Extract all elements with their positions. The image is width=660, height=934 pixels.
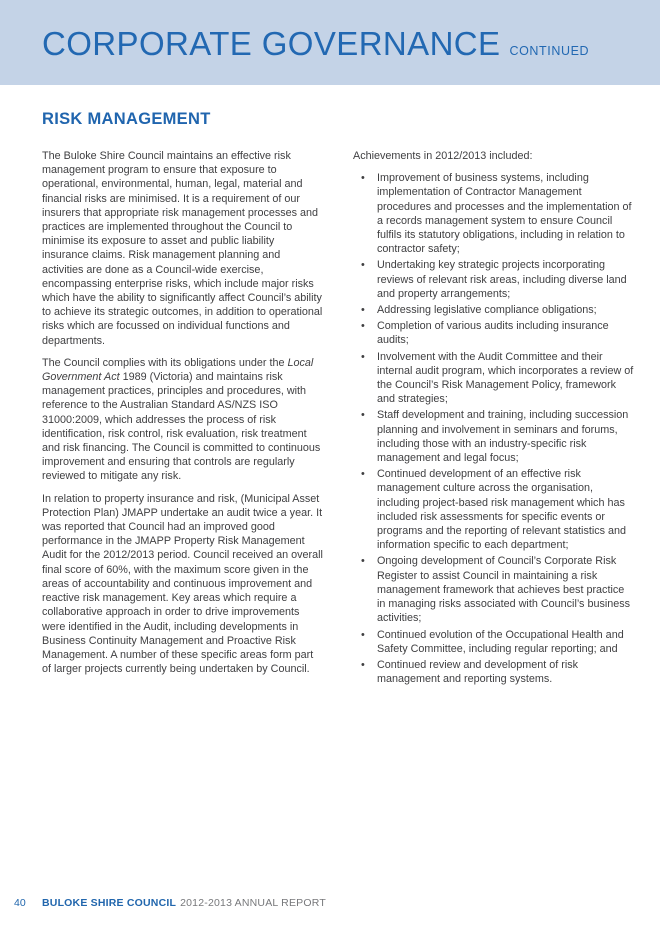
list-item-text: Staff development and training, including succession planning and involvement in seminars and forums, including those with an industry-specific risk management and legal focus; [377, 409, 629, 465]
bullet-icon: • [361, 259, 365, 272]
list-item-text: Undertaking key strategic projects incorporating reviews of relevant risk areas, including diverse land and property arrangements; [377, 259, 627, 300]
footer-text [42, 897, 326, 910]
page-number: 40 [14, 897, 26, 909]
list-item-text: Continued development of an effective risk management culture across the organisation, including project-based risk management which has included risk assessments for specific events or programs and the reporting of relevant statistics and information specific to each department; [377, 468, 627, 552]
footer-report: 2012-2013 ANNUAL REPORT [180, 897, 326, 909]
bullet-icon: • [361, 555, 365, 568]
list-item-text: Improvement of business systems, including implementation of Contractor Management procedures and processes and the implementation of a records management system to ensure Council fulfils its statutory obligations, including in relation to contractor safety; [377, 172, 632, 256]
bullet-icon: • [361, 172, 365, 185]
act-title-italic: Local Government Act [42, 356, 314, 384]
list-item [353, 658, 634, 686]
list-item [353, 319, 634, 347]
list-item [353, 171, 634, 256]
bullet-icon: • [361, 658, 365, 671]
page-title-row [42, 27, 589, 60]
section-title: RISK MANAGEMENT [42, 110, 211, 128]
bullet-icon: • [361, 320, 365, 333]
bullet-icon: • [361, 304, 365, 317]
list-item-text: Continued review and development of risk management and reporting systems. [377, 658, 579, 686]
paragraph-3: In relation to property insurance and risk, (Municipal Asset Protection Plan) JMAPP undertake an audit twice a year. It was reported that Council had an improved good performance in the JMAPP Property Risk Management Audit for the 2012/2013 period. Council received an overall final score of 60%, with the maximum score given in the areas of accountability and continuous improvement and reactive risk management. Key areas which require a collaborative approach in order to drive improvements were identified in the Audit, including developments in Business Continuity Management and Proactive Risk Management. A number of these specific areas form part of larger projects currently being undertaken by Council. [42, 492, 323, 676]
list-item-text: Ongoing development of Council’s Corporate Risk Register to assist Council in maintaining a risk management framework that achieves best practice in managing risks associated with Council’s business activities; [377, 555, 631, 625]
page-title: CORPORATE GOVERNANCE [42, 25, 501, 62]
page-title-continued: CONTINUED [509, 44, 590, 58]
list-item-text: Continued evolution of the Occupational Health and Safety Committee, including regular reporting; and [377, 628, 624, 655]
bullet-icon: • [361, 468, 365, 481]
list-item [353, 467, 634, 552]
list-item-text: Addressing legislative compliance obligations; [377, 304, 597, 317]
header-band [0, 0, 660, 85]
list-item [353, 303, 634, 317]
footer-org: BULOKE SHIRE COUNCIL [42, 897, 177, 909]
page-footer [0, 897, 660, 913]
list-item [353, 554, 634, 625]
list-item [353, 258, 634, 301]
paragraph-2-post: 1989 (Victoria) and maintains risk management practices, principles and procedures, with reference to the Australian Standard AS/NZS ISO 31000:2009, which addresses the process of risk identification, risk control, risk evaluation, risk treatment and risk financing. The Council is committed to continuous improvement and ensuring that controls are regularly reviewed to mitigate any risk. [42, 371, 321, 483]
bullet-icon: • [361, 628, 365, 641]
list-item [353, 628, 634, 656]
paragraph-2 [42, 356, 323, 484]
achievements-intro: Achievements in 2012/2013 included: [353, 150, 533, 162]
bullet-icon: • [361, 409, 365, 422]
left-column [42, 149, 323, 676]
bullet-icon: • [361, 350, 365, 363]
paragraph-1: The Buloke Shire Council maintains an effective risk management program to ensure that exposure to operational, environmental, human, legal, material and financial risks are minimised. It is a requirement of our insurers that appropriate risk management processes and practices are implemented throughout the Council to minimise its exposure to asset and public liability insurance claims. Risk management planning and activities are done as a Council-wide exercise, encompassing enterprise risks, which include major risks which have the ability to significantly affect Council’s ability to achieve its strategic outcomes, in addition to operational risks which are focussed on individual functions and departments. [42, 150, 323, 347]
achievements-list [353, 171, 634, 686]
paragraph-2-pre: The Council complies with its obligations under the [42, 356, 288, 369]
list-item [353, 408, 634, 465]
right-column [353, 149, 634, 688]
list-item [353, 350, 634, 407]
list-item-text: Completion of various audits including insurance audits; [377, 320, 609, 347]
list-item-text: Involvement with the Audit Committee and their internal audit program, which incorporates a review of the Council’s Risk Management Policy, framework and strategies; [377, 350, 634, 406]
